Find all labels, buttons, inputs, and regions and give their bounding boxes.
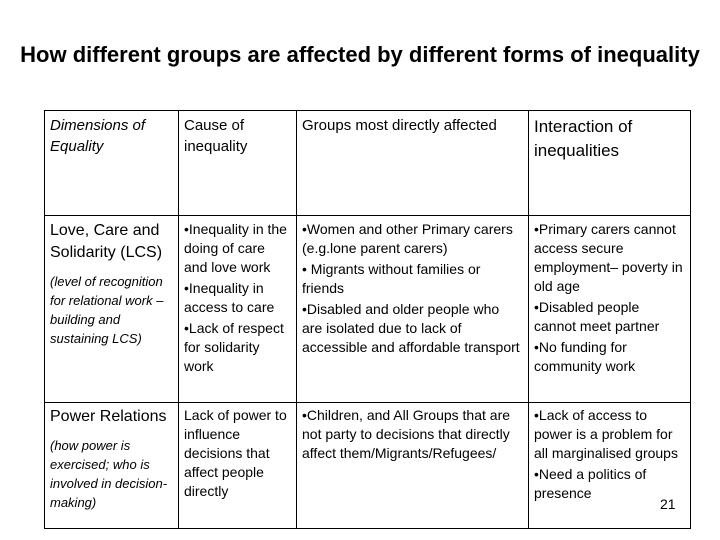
group-item: •Women and other Primary carers (e.g.lone parent carers)	[302, 221, 513, 256]
table-row	[45, 403, 691, 529]
interaction-item: •Primary carers cannot access secure employment– poverty in old age	[534, 221, 683, 294]
cause-item: Lack of power to influence decisions that affect people directly	[184, 407, 287, 499]
interaction-item: •Lack of access to power is a problem for all marginalised groups	[534, 407, 678, 461]
table-header-row	[45, 111, 691, 216]
interaction-item: •No funding for community work	[534, 339, 636, 374]
interaction-cell	[529, 216, 691, 403]
dimension-cell	[45, 403, 179, 529]
group-item: •Disabled and older people who are isolated due to lack of accessible and affordable transport	[302, 301, 520, 355]
inequality-table	[44, 110, 691, 529]
dimension-name: Power Relations	[50, 408, 167, 425]
dimension-note: (how power is exercised; who is involved in decision-making)	[50, 438, 168, 510]
cause-cell	[179, 403, 297, 529]
dimension-name: Love, Care and Solidarity (LCS)	[50, 222, 163, 261]
interaction-item: •Need a politics of presence	[534, 466, 647, 501]
cause-item: •Lack of respect for solidarity work	[184, 320, 284, 374]
groups-cell	[297, 216, 529, 403]
group-item: • Migrants without families or friends	[302, 261, 481, 296]
group-item: •Children, and All Groups that are not party to decisions that directly affect them/Migrants/Refugees/	[302, 407, 511, 461]
header-cause: Cause of inequality	[179, 111, 297, 216]
page-number: 21	[660, 496, 676, 512]
slide-title: How different groups are affected by different forms of inequality	[20, 42, 700, 67]
header-groups: Groups most directly affected	[297, 111, 529, 216]
table-row	[45, 216, 691, 403]
groups-cell	[297, 403, 529, 529]
dimension-note: (level of recognition for relational work – building and sustaining LCS)	[50, 274, 164, 346]
dimension-cell	[45, 216, 179, 403]
header-interaction: Interaction of inequalities	[529, 111, 691, 216]
cause-item: •Inequality in access to care	[184, 280, 275, 315]
cause-cell	[179, 216, 297, 403]
header-dimensions: Dimensions of Equality	[45, 111, 179, 216]
cause-item: •Inequality in the doing of care and love work	[184, 221, 287, 275]
interaction-item: •Disabled people cannot meet partner	[534, 299, 660, 334]
